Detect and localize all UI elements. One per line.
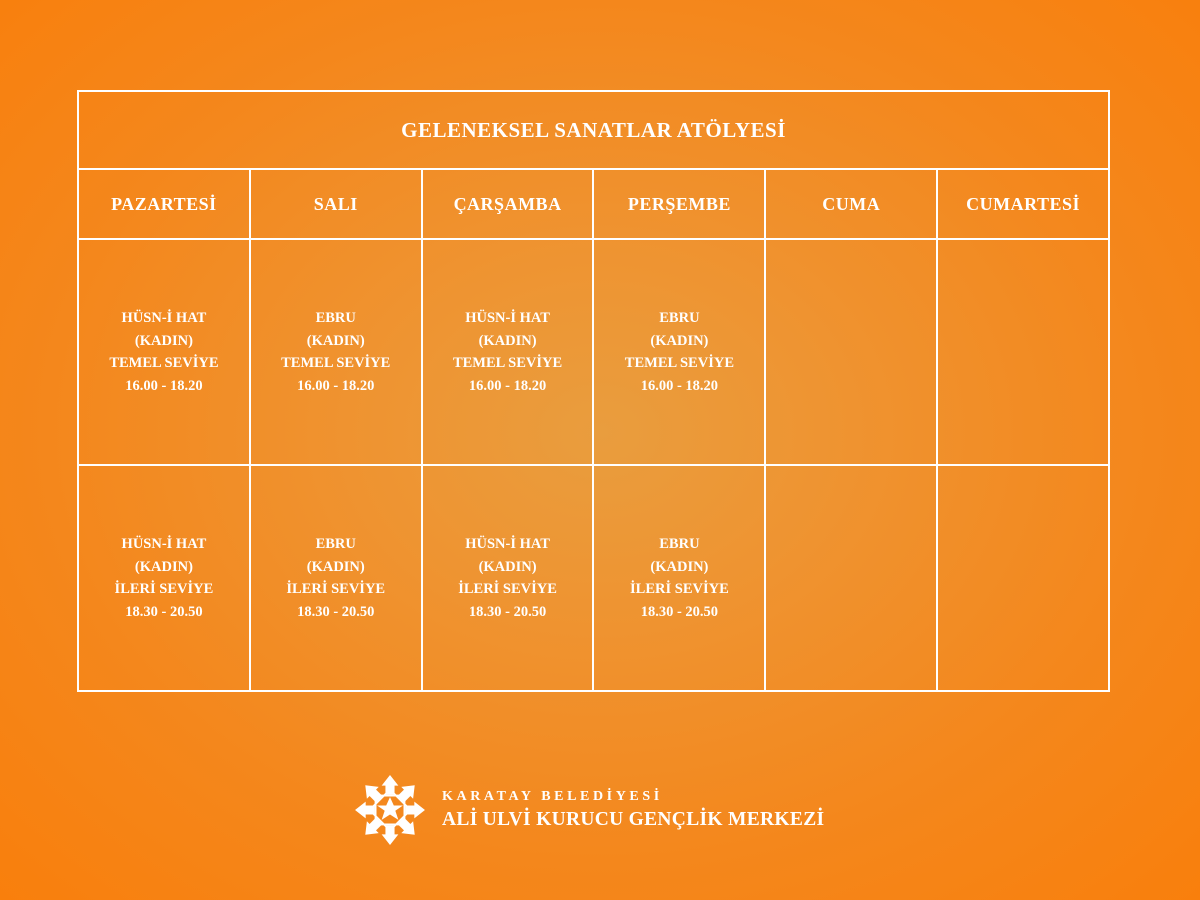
title-row <box>78 91 1109 169</box>
course-level: TEMEL SEVİYE <box>109 355 219 371</box>
empty-session-cell <box>765 239 937 465</box>
empty-session-cell <box>937 239 1109 465</box>
course-time: 16.00 - 18.20 <box>125 377 203 394</box>
empty-session-cell <box>937 465 1109 691</box>
course-group: (KADIN) <box>650 558 709 575</box>
course-name: EBRU <box>315 536 356 552</box>
course-time: 18.30 - 20.50 <box>125 603 203 620</box>
municipality-name: KARATAY BELEDİYESİ <box>442 789 663 804</box>
course-level: İLERİ SEVİYE <box>286 581 386 597</box>
schedule-table <box>77 90 1110 692</box>
course-level: TEMEL SEVİYE <box>624 355 734 371</box>
schedule-title: GELENEKSEL SANATLAR ATÖLYESİ <box>78 91 1109 169</box>
course-level: TEMEL SEVİYE <box>281 355 391 371</box>
course-name: HÜSN-İ HAT <box>465 310 550 326</box>
footer-branding <box>352 772 824 848</box>
day-header-monday: PAZARTESİ <box>78 169 250 239</box>
course-time: 16.00 - 18.20 <box>468 377 547 394</box>
course-level: İLERİ SEVİYE <box>630 581 729 597</box>
course-group: (KADIN) <box>478 332 537 349</box>
course-name: HÜSN-İ HAT <box>121 310 207 326</box>
day-header-wednesday: ÇARŞAMBA <box>422 169 594 239</box>
course-time: 18.30 - 20.50 <box>640 603 719 620</box>
day-header-saturday: CUMARTESİ <box>937 169 1109 239</box>
day-header-tuesday: SALI <box>250 169 422 239</box>
geometric-star-logo-icon <box>352 772 428 848</box>
course-level: İLERİ SEVİYE <box>458 581 557 597</box>
session-cell <box>78 239 250 465</box>
day-header-friday: CUMA <box>765 169 937 239</box>
session-row-advanced <box>78 465 1109 691</box>
course-group: (KADIN) <box>134 558 193 575</box>
day-header-thursday: PERŞEMBE <box>593 169 765 239</box>
youth-center-name: ALİ ULVİ KURUCU GENÇLİK MERKEZİ <box>442 809 825 830</box>
course-name: EBRU <box>659 310 700 326</box>
session-cell <box>250 465 422 691</box>
session-cell <box>593 239 765 465</box>
course-time: 18.30 - 20.50 <box>468 603 547 620</box>
course-group: (KADIN) <box>306 332 365 349</box>
course-level: TEMEL SEVİYE <box>452 355 563 371</box>
session-cell <box>78 465 250 691</box>
session-cell <box>250 239 422 465</box>
day-header-row <box>78 169 1109 239</box>
session-row-basic <box>78 239 1109 465</box>
empty-session-cell <box>765 465 937 691</box>
course-time: 18.30 - 20.50 <box>297 603 375 620</box>
session-cell <box>422 239 594 465</box>
course-group: (KADIN) <box>134 332 193 349</box>
course-group: (KADIN) <box>306 558 365 575</box>
course-time: 16.00 - 18.20 <box>640 377 719 394</box>
course-name: EBRU <box>315 310 356 326</box>
session-cell <box>422 465 594 691</box>
course-name: EBRU <box>659 536 700 552</box>
course-name: HÜSN-İ HAT <box>465 536 550 552</box>
course-name: HÜSN-İ HAT <box>121 536 207 552</box>
organization-text <box>442 789 824 831</box>
course-group: (KADIN) <box>478 558 537 575</box>
course-time: 16.00 - 18.20 <box>297 377 375 394</box>
session-cell <box>593 465 765 691</box>
course-group: (KADIN) <box>650 332 709 349</box>
course-level: İLERİ SEVİYE <box>114 581 214 597</box>
